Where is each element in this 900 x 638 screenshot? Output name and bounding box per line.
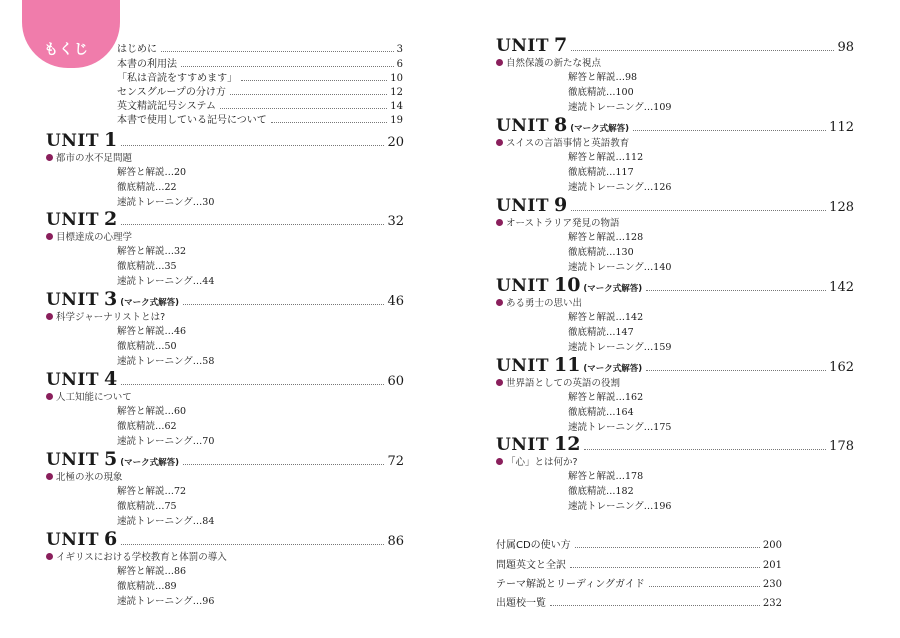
unit-answer-type: (マーク式解答)	[570, 124, 629, 134]
front-matter-item-label: はじめに	[117, 44, 157, 55]
back-matter-item-page: 230	[762, 579, 782, 590]
unit-subtitle	[496, 215, 620, 229]
unit-subitem[interactable]: 徹底精読…100	[568, 87, 634, 98]
dot-leader	[550, 605, 760, 606]
unit-word: UNIT	[496, 356, 549, 376]
unit-subitem[interactable]: 徹底精読…75	[117, 501, 177, 512]
bullet-icon	[46, 553, 53, 560]
unit-subtitle-text: 北極の氷の現象	[56, 472, 123, 483]
dot-leader	[121, 544, 384, 545]
unit-word: UNIT	[496, 276, 549, 296]
back-matter-item-label: テーマ解説とリーディングガイド	[496, 579, 645, 590]
unit-page: 142	[829, 280, 854, 295]
unit-subtitle	[496, 454, 578, 468]
bullet-icon	[496, 299, 503, 306]
unit-page: 178	[829, 439, 854, 454]
unit-heading[interactable]	[46, 368, 404, 390]
unit-subitem[interactable]: 解答と解説…128	[568, 232, 644, 243]
dot-leader	[183, 304, 384, 305]
front-matter-item[interactable]	[117, 111, 403, 126]
unit-subtitle	[46, 229, 132, 243]
unit-number: 9	[553, 194, 568, 216]
back-matter-item-label: 問題英文と全訳	[496, 560, 566, 571]
unit-subtitle	[46, 150, 132, 164]
unit-subitem[interactable]: 速読トレーニング…44	[117, 276, 215, 287]
unit-subitem[interactable]: 速読トレーニング…126	[568, 182, 672, 193]
front-matter-item[interactable]	[117, 97, 403, 112]
unit-subtitle-text: 科学ジャーナリストとは?	[56, 312, 166, 323]
unit-subitem[interactable]: 徹底精読…35	[117, 261, 177, 272]
dot-leader	[161, 51, 394, 52]
unit-page: 46	[387, 294, 404, 309]
unit-subitem[interactable]: 速読トレーニング…96	[117, 596, 215, 607]
dot-leader	[575, 547, 760, 548]
back-matter-item[interactable]	[496, 594, 782, 609]
back-matter-item-page: 201	[762, 560, 782, 571]
unit-subitem[interactable]: 解答と解説…86	[117, 566, 187, 577]
unit-answer-type: (マーク式解答)	[583, 364, 643, 374]
front-matter-item-page: 10	[390, 73, 403, 84]
bullet-icon	[496, 458, 503, 465]
unit-page: 86	[387, 534, 404, 549]
unit-subtitle-text: 自然保護の新たな視点	[506, 58, 602, 69]
unit-subitem[interactable]: 速読トレーニング…58	[117, 356, 215, 367]
front-matter-item[interactable]	[117, 40, 403, 55]
unit-page: 20	[387, 135, 404, 150]
back-matter-item[interactable]	[496, 575, 782, 590]
unit-subtitle-text: 「心」とは何か?	[506, 457, 578, 468]
unit-subitem[interactable]: 速読トレーニング…175	[568, 422, 672, 433]
bullet-icon	[46, 233, 53, 240]
front-matter-item-page: 3	[396, 44, 403, 55]
unit-subitem[interactable]: 解答と解説…98	[568, 72, 638, 83]
unit-subtitle	[46, 549, 227, 563]
unit-heading[interactable]	[496, 433, 854, 455]
unit-subtitle	[46, 469, 123, 483]
unit-subtitle	[46, 389, 132, 403]
unit-subtitle-text: オーストラリア発見の物語	[506, 218, 620, 229]
unit-heading[interactable]	[496, 274, 854, 296]
unit-subitem[interactable]: 解答と解説…32	[117, 246, 187, 257]
front-matter-item-label: センスグループの分け方	[117, 87, 226, 98]
unit-subitem[interactable]: 速読トレーニング…196	[568, 501, 672, 512]
dot-leader	[183, 464, 384, 465]
unit-number: 10	[553, 274, 581, 296]
dot-leader	[121, 384, 384, 385]
front-matter-item-label: 「私は音読をすすめます」	[117, 73, 238, 84]
bullet-icon	[46, 313, 53, 320]
back-matter-item[interactable]	[496, 556, 782, 571]
unit-number: 7	[553, 34, 568, 56]
unit-subitem[interactable]: 徹底精読…147	[568, 327, 634, 338]
unit-word: UNIT	[46, 131, 99, 151]
unit-answer-type: (マーク式解答)	[583, 284, 643, 294]
unit-subitem[interactable]: 徹底精読…117	[568, 167, 634, 178]
unit-subitem[interactable]: 速読トレーニング…84	[117, 516, 215, 527]
unit-number: 2	[103, 208, 118, 230]
unit-number: 1	[103, 129, 118, 151]
unit-subtitle	[46, 309, 165, 323]
bullet-icon	[46, 154, 53, 161]
unit-page: 72	[387, 454, 404, 469]
unit-subitem[interactable]: 速読トレーニング…109	[568, 102, 672, 113]
back-matter-item[interactable]	[496, 536, 782, 551]
front-matter-item-label: 本書の利用法	[117, 59, 177, 70]
front-matter-item-page: 14	[390, 101, 403, 112]
dot-leader	[121, 145, 384, 146]
bullet-icon	[46, 393, 53, 400]
unit-heading[interactable]	[496, 34, 854, 56]
unit-number: 8	[553, 114, 568, 136]
unit-subitem[interactable]: 解答と解説…60	[117, 406, 187, 417]
unit-subtitle-text: 都市の水不足問題	[56, 153, 133, 164]
unit-word: UNIT	[496, 196, 549, 216]
unit-subtitle	[496, 295, 582, 309]
unit-subtitle-text: イギリスにおける学校教育と体罰の導入	[56, 552, 227, 563]
unit-subitem[interactable]: 徹底精読…50	[117, 341, 177, 352]
dot-leader	[633, 130, 826, 131]
dot-leader	[230, 94, 387, 95]
unit-subitem[interactable]: 速読トレーニング…70	[117, 436, 215, 447]
unit-subtitle	[496, 55, 601, 69]
unit-subtitle-text: スイスの言語事情と英語教育	[506, 138, 630, 149]
unit-heading[interactable]	[496, 194, 854, 216]
unit-subitem[interactable]: 速読トレーニング…140	[568, 262, 672, 273]
unit-page: 60	[387, 374, 404, 389]
bullet-icon	[496, 59, 503, 66]
unit-subitem[interactable]: 解答と解説…20	[117, 167, 187, 178]
unit-subitem[interactable]: 徹底精読…164	[568, 407, 634, 418]
front-matter-item-page: 6	[396, 59, 403, 70]
unit-number: 6	[103, 528, 118, 550]
unit-page: 162	[829, 360, 854, 375]
front-matter-item[interactable]	[117, 83, 403, 98]
back-matter-item-label: 出題校一覧	[496, 598, 546, 609]
bullet-icon	[496, 139, 503, 146]
unit-subitem[interactable]: 解答と解説…178	[568, 471, 644, 482]
unit-number: 12	[553, 433, 581, 455]
front-matter-item[interactable]	[117, 69, 403, 84]
unit-subtitle-text: 世界語としての英語の役割	[506, 378, 621, 389]
toc-tab-label: もくじ	[44, 42, 89, 58]
unit-word: UNIT	[496, 36, 549, 56]
back-matter-item-page: 232	[762, 598, 782, 609]
unit-subitem[interactable]: 徹底精読…182	[568, 486, 634, 497]
unit-word: UNIT	[46, 450, 99, 470]
unit-number: 11	[553, 354, 581, 376]
front-matter-item[interactable]	[117, 55, 403, 70]
unit-subtitle-text: 人工知能について	[56, 392, 132, 403]
unit-subtitle-text: 目標達成の心理学	[56, 232, 133, 243]
bullet-icon	[496, 379, 503, 386]
unit-word: UNIT	[46, 210, 99, 230]
unit-subtitle	[496, 135, 629, 149]
dot-leader	[649, 586, 760, 587]
unit-subitem[interactable]: 解答と解説…72	[117, 486, 187, 497]
front-matter-item-label: 本書で使用している記号について	[117, 115, 267, 126]
unit-number: 4	[103, 368, 118, 390]
dot-leader	[646, 370, 826, 371]
dot-leader	[121, 224, 384, 225]
unit-subitem[interactable]: 解答と解説…112	[568, 152, 644, 163]
dot-leader	[571, 210, 826, 211]
unit-word: UNIT	[46, 370, 99, 390]
unit-heading[interactable]	[46, 288, 404, 310]
unit-subitem[interactable]: 徹底精読…22	[117, 182, 177, 193]
unit-subitem[interactable]: 解答と解説…46	[117, 326, 187, 337]
dot-leader	[241, 80, 387, 81]
unit-subitem[interactable]: 徹底精読…89	[117, 581, 177, 592]
back-matter-item-label: 付属CDの使い方	[496, 540, 571, 551]
unit-page: 98	[837, 40, 854, 55]
unit-subitem[interactable]: 解答と解説…162	[568, 392, 644, 403]
unit-subtitle	[496, 375, 620, 389]
unit-heading[interactable]	[46, 528, 404, 550]
unit-subitem[interactable]: 速読トレーニング…159	[568, 342, 672, 353]
unit-page: 112	[829, 120, 854, 135]
dot-leader	[646, 290, 826, 291]
dot-leader	[181, 66, 394, 67]
unit-number: 5	[103, 448, 118, 470]
unit-page: 128	[829, 200, 854, 215]
unit-number: 3	[103, 288, 118, 310]
dot-leader	[584, 449, 826, 450]
back-matter-item-page: 200	[762, 540, 782, 551]
dot-leader	[570, 567, 760, 568]
dot-leader	[271, 122, 387, 123]
unit-answer-type: (マーク式解答)	[120, 458, 179, 468]
unit-heading[interactable]	[496, 114, 854, 136]
unit-subitem[interactable]: 徹底精読…62	[117, 421, 177, 432]
unit-heading[interactable]	[46, 448, 404, 470]
bullet-icon	[46, 473, 53, 480]
unit-heading[interactable]	[46, 208, 404, 230]
unit-subitem[interactable]: 解答と解説…142	[568, 312, 644, 323]
bullet-icon	[496, 219, 503, 226]
unit-subtitle-text: ある勇士の思い出	[506, 298, 583, 309]
front-matter-item-page: 12	[390, 87, 403, 98]
unit-page: 32	[387, 214, 404, 229]
unit-subitem[interactable]: 徹底精読…130	[568, 247, 634, 258]
unit-heading[interactable]	[46, 129, 404, 151]
dot-leader	[571, 50, 834, 51]
unit-word: UNIT	[46, 530, 99, 550]
dot-leader	[220, 108, 387, 109]
front-matter-item-label: 英文精読記号システム	[117, 101, 216, 112]
unit-answer-type: (マーク式解答)	[120, 298, 179, 308]
front-matter-item-page: 19	[390, 115, 403, 126]
unit-word: UNIT	[496, 116, 549, 136]
unit-heading[interactable]	[496, 354, 854, 376]
unit-subitem[interactable]: 速読トレーニング…30	[117, 197, 215, 208]
unit-word: UNIT	[496, 435, 549, 455]
unit-word: UNIT	[46, 290, 99, 310]
